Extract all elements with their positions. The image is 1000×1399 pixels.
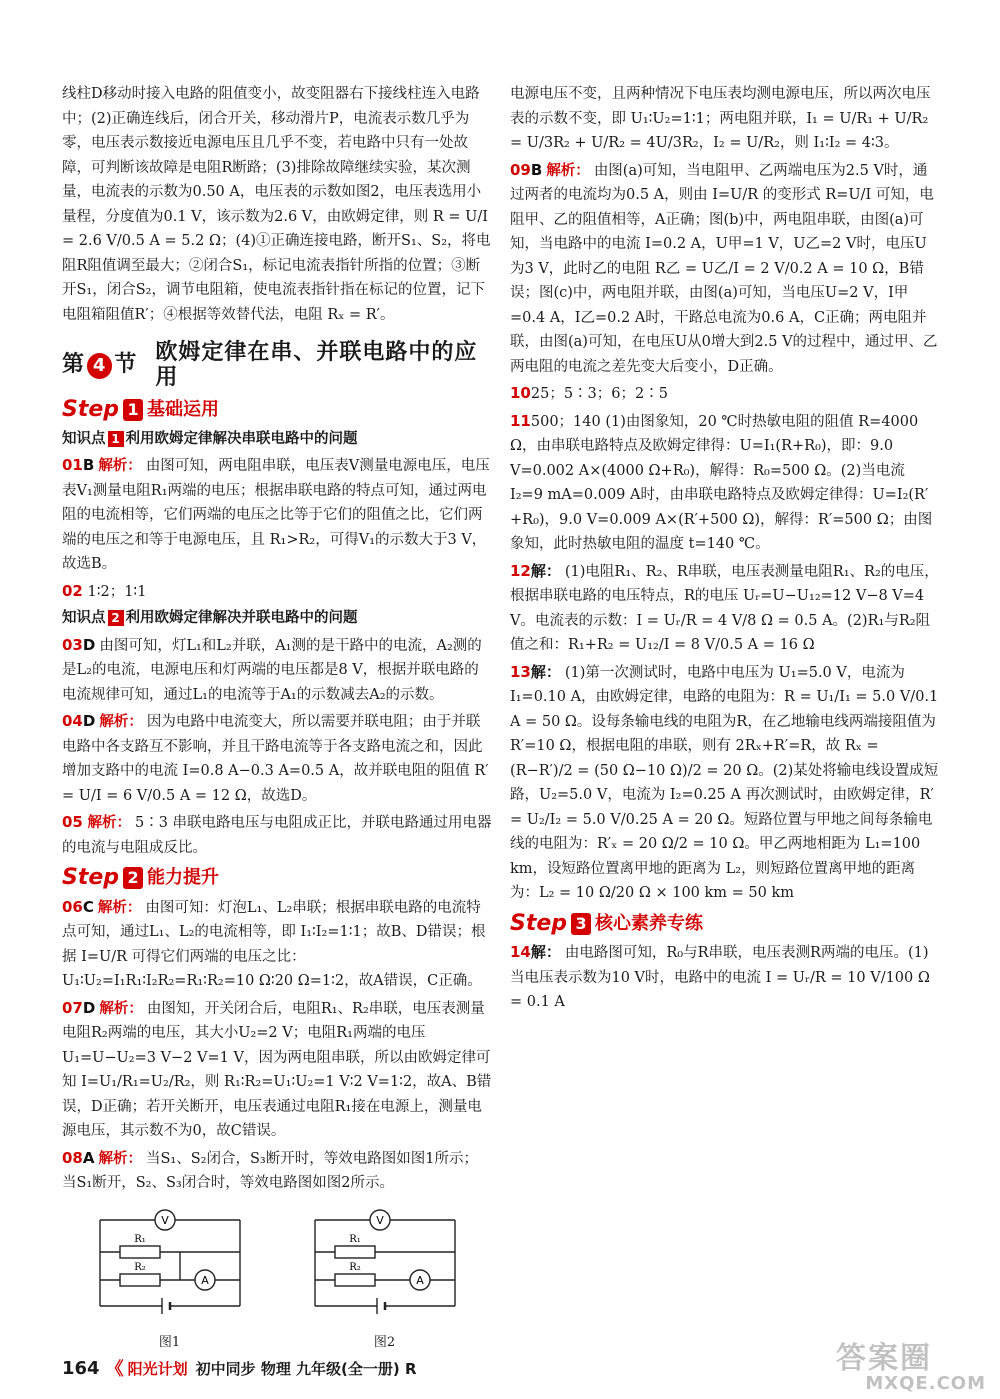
answer-05: 05 解析： 5∶3 串联电路电压与电阻成正比，并联电路通过用电器的电流与电阻成反比。 [62, 813, 492, 856]
r1-label: R₁ [133, 1233, 146, 1245]
answer-07: 07D 解析： 由图知，开关闭合后，电阻R₁、R₂串联，电压表测量电阻R₂两端的电压，其大小U₂=2 V；电阻R₁两端的电压 U₁=U−U₂=3 V−2 V=1 V，因为两电阻串联，所以由欧姆定律可知 I=U₁/R₁=U₂/R₂，则 R₁∶R₂=U₁∶U₂=1 V∶2 V=1∶2，故A、B错误，D正确；若开关断开，电压表通过电阻R₁接在电源上，测量电源电压，其示数不为0，故C错误。 [62, 998, 492, 1139]
section-number: 4 [87, 353, 112, 379]
r2-label: R₂ [348, 1261, 361, 1273]
left-column [62, 82, 492, 1356]
continued-answer-08: 电源电压不变，且两种情况下电压表均测电源电压，所以两次电压表的示数不变，即 U₁∶U₂=1∶1；两电阻并联，I₁ = U/R₁ + U/R₂ = U/3R₂ + U/R₂ = 4U/3R₂，I₂ = U/R₂，则 I₁∶I₂ = 4∶3。 [510, 86, 931, 151]
answer-14: 14解： 由电路图可知，R₀与R串联，电压表测R两端的电压。(1)当电压表示数为10 V时，电路中的电流 I = Uᵣ/R = 10 V/100 Ω = 0.1 A [510, 943, 930, 1010]
circuit-diagram-2 [305, 1202, 465, 1322]
brand-name: 阳光计划 [127, 1359, 188, 1378]
circuit-figure-1 [90, 1202, 250, 1356]
answer-08: 08A 解析： 当S₁、S₂闭合，S₃断开时，等效电路图如图1所示；当S₁断开，S₂、S₃闭合时，等效电路图如图2所示。 [62, 1148, 478, 1191]
answer-06: 06C 解析： 由图可知：灯泡L₁、L₂串联；根据串联电路的电流特点可知，通过L₁、L₂的电流相等，即 I₁∶I₂=1∶1；故B、D错误；根据 I=U/R 可得它们两端的电压之比：U₁∶U₂=I₁R₁∶I₂R₂=R₁∶R₂=10 Ω∶20 Ω=1∶2，故A错误，C正确。 [62, 897, 486, 989]
continued-answer: 线柱D移动时接入电路的阻值变小，故变阻器右下接线柱连入电路中；(2)正确连线后，闭合开关，移动滑片P，电流表示数几乎为零，电压表示数接近电源电压且几乎不变，若电路中只有一处故障，可判断该故障是电阻R断路；(3)排除故障继续实验，某次测量，电流表的示数为0.50 A，电压表的示数如图2，电压表选用小量程，分度值为0.1 V，该示数为2.6 V，由欧姆定律，则 R = U/I = 2.6 V/0.5 A = 5.2 Ω；(4)①正确连接电路，断开S₁、S₂，将电阻R阻值调至最大；②闭合S₁，标记电流表指针所指的位置；③断开S₁，闭合S₂，调节电阻箱，使电流表指针指在标记的位置，记下电阻箱阻值R′；④根据等效替代法，电阻 Rₓ = R′。 [62, 86, 491, 323]
right-column [510, 82, 940, 1017]
ammeter-label: A [415, 1273, 424, 1287]
step1-header: Step 1 基础运用 [62, 397, 220, 422]
figure-2-caption: 图2 [373, 1335, 396, 1350]
ammeter-label: A [200, 1273, 209, 1287]
watermark [836, 1333, 986, 1393]
step2-header: Step 2 能力提升 [62, 865, 220, 890]
watermark-logo-text: 答案圈 [836, 1341, 932, 1376]
circuit-figure-2 [305, 1202, 465, 1356]
answer-02: 02 1∶2；1∶1 [62, 581, 147, 600]
page-number: 164 [62, 1357, 100, 1379]
answer-11: 11500；140 (1)由图象知，20 ℃时热敏电阻的阻值 R=4000 Ω，由串联电路特点及欧姆定律得：U=I₁(R+R₀)，即：9.0 V=0.002 A×(4000 Ω+R₀)，解得：R₀=500 Ω。(2)当电流 I₂=9 mA=0.009 A时，由串联电路特点及欧姆定律得：U=I₂(R′+R₀)，9.0 V=0.009 A×(R′+500 Ω)，解得：R′=500 Ω；由图象知，此时热敏电阻的温度 t=140 ℃。 [510, 411, 933, 552]
voltmeter-label: V [160, 1213, 169, 1227]
page-footer [62, 1355, 417, 1381]
answer-13: 13解： (1)第一次测试时，电路中电压为 U₁=5.0 V，电流为 I₁=0.10 A，由欧姆定律，电路的电阻为：R = U₁/I₁ = 5.0 V/0.1 A = 50 Ω。设每条输电线的电阻为R，在乙地输电线两端接阻值为 R′=10 Ω，根据电阻的串联，则有 2Rₓ+R′=R，故 Rₓ = (R−R′)/2 = (50 Ω−10 Ω)/2 = 20 Ω。(2)某处将输电线设置成短路，U₂=5.0 V，电流为 I₂=0.25 A 再次测试时，由欧姆定律，R′ = U₂/I₂ = 5.0 V/0.25 A = 20 Ω。短路位置与甲地之间每条输电线的电阻为：R′ₓ = 20 Ω/2 = 10 Ω。甲乙两地相距为 L₁=100 km，设短路位置离甲地的距离为 L₂，则短路位置离甲地的距离为：L₂ = 10 Ω/20 Ω × 100 km = 50 km [510, 662, 939, 901]
r2-label: R₂ [133, 1261, 146, 1273]
answer-12: 12解： (1)电阻R₁、R₂、R串联，电压表测量电阻R₁、R₂的电压，根据串联电路的电压特点，R的电压 Uᵣ=U−U₁₂=12 V−8 V=4 V。电流表的示数：I = Uᵣ/R = 4 V/8 Ω = 0.5 A。(2)R₁与R₂阻值之和：R₁+R₂ = U₁₂/I = 8 V/0.5 A = 16 Ω [510, 561, 939, 653]
section-title: 第 4 节 欧姆定律在串、并联电路中的应用 [62, 341, 492, 390]
answer-10: 1025；5∶3；6；2∶5 [510, 384, 668, 402]
answer-09: 09B 解析： 由图(a)可知，当电阻甲、乙两端电压为2.5 V时，通过两者的电流均为0.5 A，则由 I=U/R 的变形式 R=U/I 可知，电阻甲、乙的阻值相等，A正确；图(b)中，两电阻串联，由图(a)可知，当电路中的电流 I=0.2 A，U甲=1 V，U乙=2 V时，电压U为3 V，此时乙的电阻 R乙 = U乙/I = 2 V/0.2 A = 10 Ω，B错误；图(c)中，两电阻并联，由图(a)可知，当电压U=2 V，I甲=0.4 A，I乙=0.2 A时，干路总电流为0.6 A，C正确；两电阻并联，由图(a)可知，在电压U从0增大到2.5 V的过程中，通过甲、乙两电阻的电流之差先变大后变小，D正确。 [510, 160, 938, 375]
knowledge-point-2: 知识点 2 利用欧姆定律解决并联电路中的问题 [62, 610, 358, 626]
answer-01: 01B 解析： 由图可知，两电阻串联，电压表V测量电源电压，电压表V₁测量电阻R₁两端的电压；根据串联电路的特点可知，通过两电阻的电流相等，它们两端的电压之比等于它们的阻值之比，它们两端的电压之和等于电源电压，且 R₁>R₂，可得V₁的示数大于3 V，故选B。 [62, 456, 490, 572]
figure-1-caption: 图1 [158, 1335, 181, 1350]
answer-04: 04D 解析： 因为电路中电流变大，所以需要并联电阻；由于并联电路中各支路互不影响，并且干路电流等于各支路电流之和，因此增加支路中的电流 I=0.8 A−0.3 A=0.5 A，故并联电阻的阻值 R′ = U/I = 6 V/0.5 A = 12 Ω，故选D。 [62, 712, 489, 804]
book-title: 初中同步 物理 九年级(全一册) R [195, 1359, 417, 1378]
voltmeter-label: V [375, 1213, 384, 1227]
chevron-icon: 《 [105, 1359, 124, 1380]
circuit-diagram-1 [90, 1202, 250, 1322]
circuit-figures [62, 1202, 492, 1356]
knowledge-point-1: 知识点 1 利用欧姆定律解决串联电路中的问题 [62, 430, 358, 447]
answer-03: 03D 由图可知，灯L₁和L₂并联，A₁测的是干路中的电流，A₂测的是L₂的电流，电源电压和灯两端的电压都是8 V，根据并联电路的电流规律可知，通过L₁的电流等于A₁的示数减去A₂的示数。 [62, 635, 482, 703]
section-name: 欧姆定律在串、并联电路中的应用 [155, 340, 478, 390]
watermark-url: MXQE.COM [865, 1373, 986, 1394]
r1-label: R₁ [348, 1233, 361, 1245]
step3-header: Step 3 核心素养专练 [510, 910, 704, 936]
